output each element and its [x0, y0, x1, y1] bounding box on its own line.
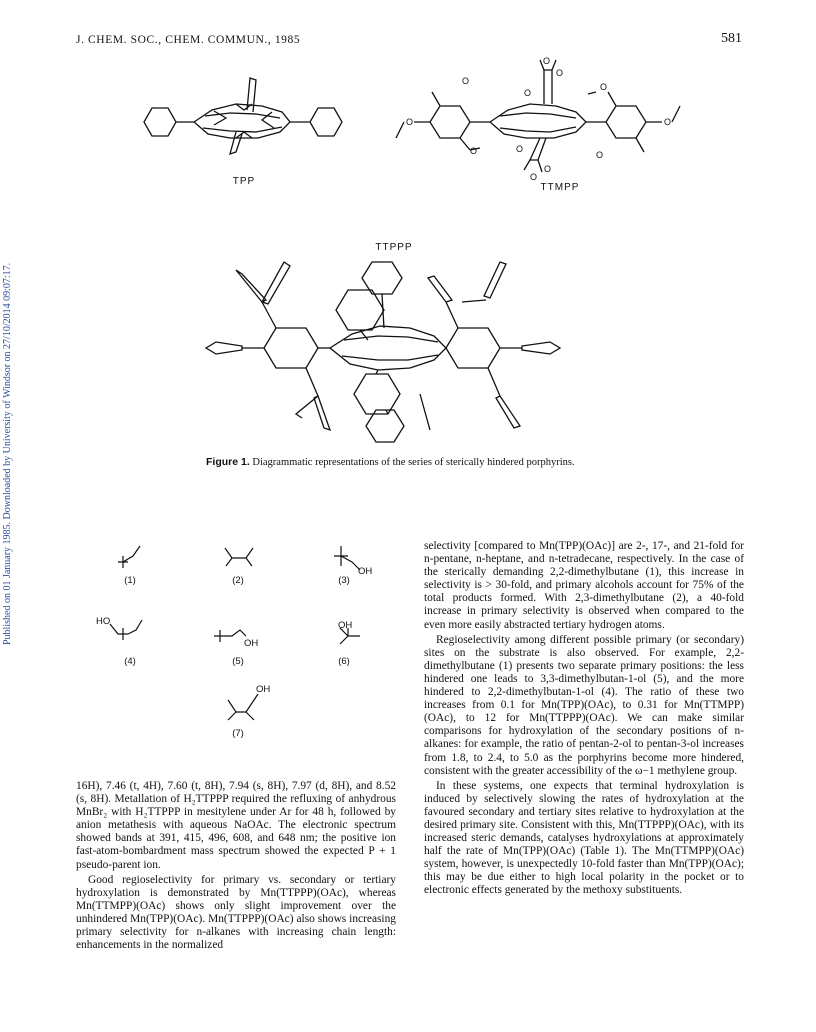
tpp-structure [144, 78, 342, 154]
ttmpp-porphyrin-plane [490, 104, 586, 138]
compound-label-5: (5) [232, 656, 244, 667]
methoxy-o: O [524, 88, 532, 98]
ho-label: HO [96, 616, 111, 627]
ttmpp-right-ring [606, 106, 646, 138]
compound-label-1: (1) [124, 575, 136, 586]
ttppp-left-ring [264, 328, 318, 368]
methoxy-o: O [596, 150, 604, 160]
ttmpp-label: TTMPP [540, 182, 580, 193]
left-column [76, 780, 396, 954]
ttppp-bottom-ring-1 [354, 374, 400, 414]
methoxy-o: O [406, 117, 414, 127]
compound-1 [118, 546, 140, 568]
figure-caption-text: Diagrammatic representations of the series of sterically hindered porphyrins. [249, 457, 575, 468]
methoxy-o: O [470, 146, 478, 156]
compound-5 [214, 630, 246, 642]
compound-3 [334, 546, 360, 570]
methoxy-o: O [664, 117, 672, 127]
ttppp-right-ring [446, 328, 500, 368]
ttppp-label: TTPPP [375, 242, 413, 253]
tpp-right-phenyl [310, 108, 342, 136]
methoxy-o: O [544, 164, 552, 174]
compound-4 [110, 620, 142, 640]
methoxy-o: O [530, 172, 538, 182]
oh-label: OH [256, 684, 271, 695]
tpp-left-phenyl [144, 108, 176, 136]
methoxy-o: O [516, 144, 524, 154]
compound-7 [228, 694, 258, 720]
compound-2 [225, 548, 253, 566]
paragraph: selectivity [compared to Mn(TPP)(OAc)] are 2-, 17-, and 21-fold for n-pentane, n-heptane, and n-tetradecane, respectively. In the case of the sterically demanding 2,2-dimethylbutane (1), this increase in selectivity is > 30-fold, and primary alcohols account for 75% of the total products formed. With 2,3-dimethylbutane (2), a 40-fold increase in primary selectivity is observed when compared to the even more easily abstracted tertiary hydrogen atoms. [424, 540, 744, 631]
methoxy-o: O [600, 82, 608, 92]
tpp-label: TPP [232, 176, 256, 187]
oh-label: OH [244, 638, 259, 649]
compound-label-4: (4) [124, 656, 136, 667]
paragraph: 16H), 7.46 (t, 4H), 7.60 (t, 8H), 7.94 (s, 8H), 7.97 (d, 8H), and 8.52 (s, 8H). Metallation of H₂TTPPP required the refluxing of anhydrous MnBr₂ with H₂TTPPP in mesitylene under Ar for 48 h, followed by anion metathesis with aqueous NaOAc. The electronic spectrum showed bands at 391, 415, 496, 608, and 648 nm; the positive ion fast-atom-bombardment mass spectrum showed the expected P + 1 pseudo-parent ion. [76, 780, 396, 871]
compound-structures [0, 530, 420, 750]
ttppp-structure [206, 262, 560, 442]
ttmpp-structure [396, 60, 680, 172]
ttppp-top-ring-1 [362, 262, 402, 294]
ttppp-bottom-ring-2 [366, 410, 404, 442]
figure-1-porphyrins [0, 0, 816, 470]
download-notice-text: Published on 01 January 1985. Downloaded by University of Windsor on 27/10/2014 09:07:17. [2, 262, 13, 645]
oh-label: OH [358, 566, 373, 577]
methoxy-o: O [556, 68, 564, 78]
right-column [424, 540, 744, 900]
page-number: 581 [721, 31, 742, 46]
compound-label-6: (6) [338, 656, 350, 667]
paragraph: In these systems, one expects that terminal hydroxylation is induced by selectively slowing the rates of hydroxylation at the favoured secondary and tertiary sites relative to hydroxylation at the desired primary site. Consistent with this, Mn(TTPPP)(OAc), with its increased steric demands, catalyses hydroxylations at approximately half the rate of Mn(TPP)(OAc) (Table 1). The Mn(TTMPP)(OAc) system, however, is unexpectedly 10-fold faster than Mn(TPP)(OAc); this may be due either to high local polarity in the pocket or to electronic effects generated by the methoxy substituents. [424, 779, 744, 897]
journal-header: J. CHEM. SOC., CHEM. COMMUN., 1985 [76, 34, 301, 46]
methoxy-o: O [543, 56, 551, 66]
compound-label-2: (2) [232, 575, 244, 586]
compound-label-3: (3) [338, 575, 350, 586]
ttppp-top-ring-2 [336, 290, 384, 330]
paragraph: Regioselectivity among different possible primary (or secondary) sites on the substrate is also observed. For example, 2,2-dimethylbutane (1) presents two separate primary positions: the less hindered one leads to 3,3-dimethylbutan-1-ol (5), and the more hindered to 2,2-dimethylbutan-1-ol (4). The ratio of these two increases from 0.1 for Mn(TPP)(OAc), to 0.31 for Mn(TTMPP)(OAc), to 12 for Mn(TTPPP)(OAc). We can make similar comparisons for hydroxylation of the secondary positions of n-alkanes: for example, the ratio of pentan-2-ol to pentan-3-ol increases from 1.8, to 2.4, to 5.0 as the porphyrins become more hindered, consistent with the greater accessibility of the ω−1 methylene group. [424, 633, 744, 777]
methoxy-o: O [462, 76, 470, 86]
ttmpp-left-ring [430, 106, 470, 138]
figure-caption-label: Figure 1. [206, 456, 250, 468]
figure-caption [206, 456, 575, 468]
oh-label: OH [338, 620, 353, 631]
ttppp-porphyrin-plane [330, 326, 446, 370]
compound-label-7: (7) [232, 728, 244, 739]
paragraph: Good regioselectivity for primary vs. secondary or tertiary hydroxylation is demonstrated by Mn(TTPPP)(OAc), whereas Mn(TTMPP)(OAc) shows only slight improvement over the unhindered Mn(TPP)(OAc). Mn(TTPPP)(OAc) also shows increasing primary selectivity for n-alkanes with increasing chain length: enhancements in the normalized [76, 873, 396, 952]
